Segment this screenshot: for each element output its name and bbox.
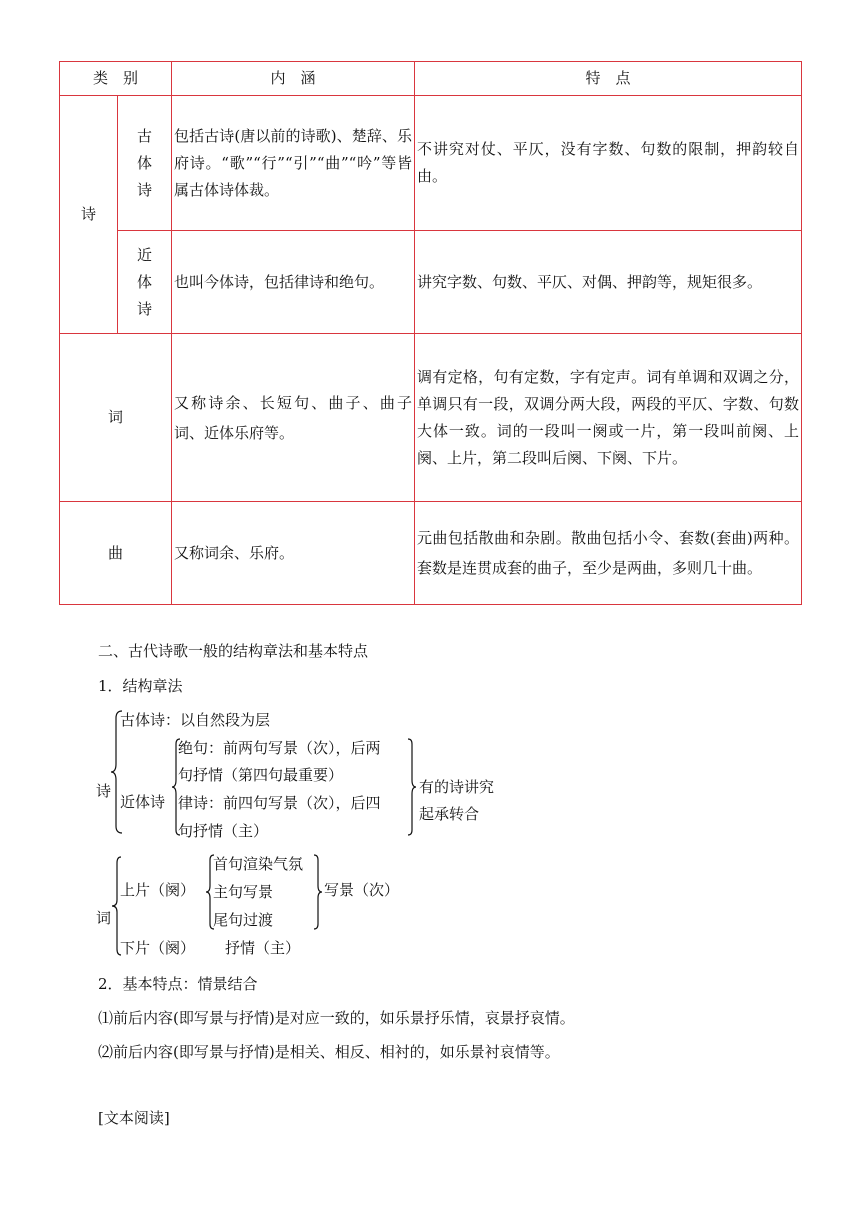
subsection-2-heading: 2．基本特点：情景结合 [98, 975, 258, 993]
header-content: 内 涵 [172, 62, 415, 96]
feature-point-2: ⑵前后内容(即写景与抒情)是相关、相反、相衬的，如乐景衬哀情等。 [98, 1043, 560, 1061]
jintishi-content: 也叫今体诗，包括律诗和绝句。 [172, 231, 415, 334]
table-row-gutishi [60, 96, 802, 231]
jintishi-features: 讲究字数、句数、平仄、对偶、押韵等，规矩很多。 [415, 231, 802, 334]
subcategory-jintishi [118, 231, 172, 334]
subcategory-jintishi-label: 近体诗 [137, 245, 153, 318]
diagram-shuqing: 抒情（主） [225, 939, 301, 957]
diagram-shangpian: 上片（阕） [120, 881, 196, 899]
diagram-shi-note-line1: 有的诗讲究 [419, 778, 495, 796]
diagram-jueju-line2: 句抒情（第四句最重要） [178, 766, 344, 784]
table-header-row [60, 62, 802, 96]
header-category: 类 别 [60, 62, 172, 96]
diagram-shi-root: 诗 [96, 782, 112, 800]
diagram-ci-item3: 尾句过渡 [213, 911, 274, 929]
section-heading: 二、古代诗歌一般的结构章法和基本特点 [98, 642, 369, 660]
category-shi: 诗 [60, 96, 118, 334]
diagram-jueju-line1: 绝句：前两句写景（次），后两 [178, 739, 381, 757]
category-ci: 词 [60, 334, 172, 502]
header-features: 特 点 [415, 62, 802, 96]
qu-content: 又称词余、乐府。 [172, 502, 415, 605]
shangpian-right-brace [313, 854, 323, 930]
diagram-xiejing: 写景（次） [324, 881, 400, 899]
diagram-jintishi: 近体诗 [120, 793, 166, 811]
diagram-shi-note-line2: 起承转合 [419, 805, 480, 823]
table-row-ci [60, 334, 802, 502]
diagram-gutishi: 古体诗：以自然段为层 [120, 711, 271, 729]
table-row-jintishi [60, 231, 802, 334]
diagram-lvshi-line2: 句抒情（主） [178, 822, 269, 840]
table-row-qu [60, 502, 802, 605]
subcategory-gutishi [118, 96, 172, 231]
gutishi-content: 包括古诗(唐以前的诗歌)、楚辞、乐府诗。“歌”“行”“引”“曲”“吟”等皆属古体诗体裁。 [172, 96, 415, 231]
diagram-ci-item1: 首句渲染气氛 [213, 855, 304, 873]
subcategory-gutishi-label: 古体诗 [137, 126, 153, 199]
diagram-xiapian: 下片（阕） [120, 939, 196, 957]
feature-point-1: ⑴前后内容(即写景与抒情)是对应一致的，如乐景抒乐情，哀景抒哀情。 [98, 1009, 575, 1027]
ci-content: 又称诗余、长短句、曲子、曲子词、近体乐府等。 [172, 334, 415, 502]
ci-features: 调有定格，句有定数，字有定声。词有单调和双调之分，单调只有一段，双调分两大段，两段的平仄、字数、句数大体一致。词的一段叫一阕或一片，第一段叫前阕、上阕、上片，第二段叫后阕、下阕、下片。 [415, 334, 802, 502]
diagram-lvshi-line1: 律诗：前四句写景（次），后四 [178, 794, 381, 812]
poetry-classification-table [59, 61, 802, 605]
diagram-ci-item2: 主句写景 [213, 883, 274, 901]
subsection-1-heading: 1．结构章法 [98, 677, 183, 695]
diagram-ci-root: 词 [96, 909, 112, 927]
qu-features: 元曲包括散曲和杂剧。散曲包括小令、套数(套曲)两种。套数是连贯成套的曲子，至少是两曲，多则几十曲。 [415, 502, 802, 605]
reading-label: [文本阅读] [98, 1109, 170, 1127]
gutishi-features: 不讲究对仗、平仄，没有字数、句数的限制，押韵较自由。 [415, 96, 802, 231]
category-qu: 曲 [60, 502, 172, 605]
jintishi-right-brace [407, 738, 417, 836]
